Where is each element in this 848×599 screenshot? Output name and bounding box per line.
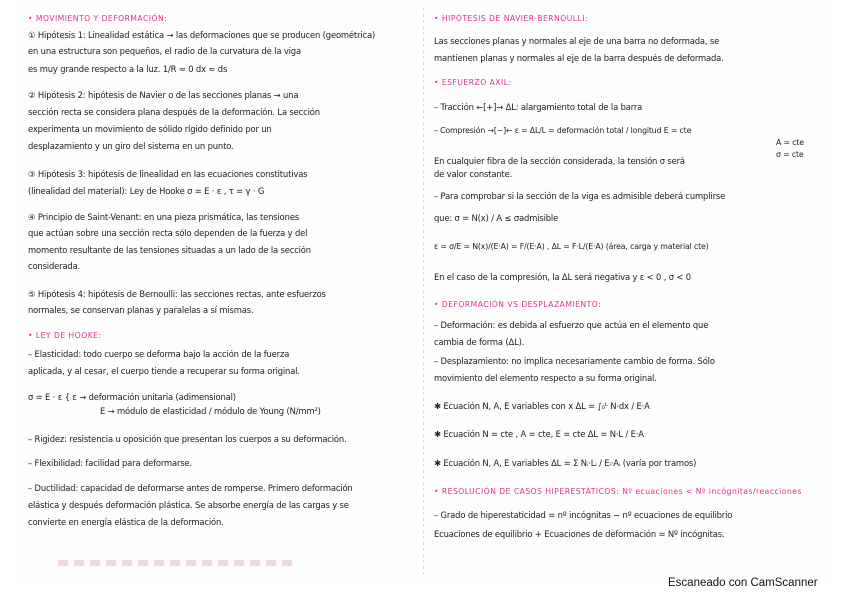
heading-movimiento: • MOVIMIENTO Y DEFORMACIÓN:	[28, 14, 168, 23]
note-line: desplazamiento y un giro del sistema en un punto.	[28, 141, 234, 151]
scanned-notes-page	[18, 6, 830, 578]
note-line: que: σ = N(x) / A ≤ σadmisible	[434, 213, 559, 223]
note-line: ③ Hipótesis 3: hipótesis de linealidad en las ecuaciones constitutivas	[28, 169, 308, 179]
note-line: movimiento del elemento respecto a su forma original.	[434, 373, 657, 383]
note-line: normales, se conservan planas y paralelas a sí mismas.	[28, 305, 254, 315]
heading-esfuerzo-axil: • ESFUERZO AXIL:	[434, 78, 512, 87]
note-line: cambia de forma (ΔL).	[434, 337, 525, 347]
note-line: ✱ Ecuación N, A, E variables ΔL = Σ Nᵢ·Lᵢ / Eᵢ·Aᵢ (varía por tramos)	[434, 458, 697, 468]
note-line: es muy grande respecto a la luz. 1/R ≈ 0 dx ≈ ds	[28, 64, 228, 74]
note-line: – Desplazamiento: no implica necesariamente cambio de forma. Sólo	[434, 356, 715, 366]
note-line: ε = σ/E = N(x)/(E·A) = F/(E·A) , ΔL = F·L/(E·A) (área, carga y material cte)	[434, 242, 709, 251]
note-line: En el caso de la compresión, la ΔL será negativa y ε < 0 , σ < 0	[434, 272, 691, 282]
note-line: ② Hipótesis 2: hipótesis de Navier o de las secciones planas → una	[28, 90, 299, 100]
note-line: E → módulo de elasticidad / módulo de Young (N/mm²)	[100, 406, 321, 416]
note-line: Las secciones planas y normales al eje de una barra no deformada, se	[434, 36, 720, 46]
note-line: σ = cte	[776, 150, 804, 159]
note-line: ✱ Ecuación N = cte , A = cte, E = cte ΔL = N·L / E·A	[434, 429, 644, 439]
note-line: En cualquier fibra de la sección considerada, la tensión σ será	[434, 156, 685, 166]
note-line: mantienen planas y normales al eje de la barra después de deformada.	[434, 53, 724, 63]
note-line: elástica y después deformación plástica. Se absorbe energía de las cargas y se	[28, 500, 349, 510]
heading-casos-hiperestaticos: • RESOLUCIÓN DE CASOS HIPERESTÁTICOS: Nº ecuaciones < Nº incógnitas/reacciones	[434, 487, 802, 496]
note-line: ⑤ Hipótesis 4: hipótesis de Bernoulli: las secciones rectas, ante esfuerzos	[28, 289, 326, 299]
note-line: convierte en energía elástica de la deformación.	[28, 517, 224, 527]
note-line: Ecuaciones de equilibrio + Ecuaciones de deformación = Nº incógnitas.	[434, 529, 725, 539]
note-line: ✱ Ecuación N, A, E variables con x ΔL = ∫₀ᴸ N·dx / E·A	[434, 401, 650, 411]
note-line: – Compresión →[−]← ε = ΔL/L = deformación total / longitud E = cte	[434, 126, 692, 135]
note-line: – Rigidez: resistencia u oposición que presentan los cuerpos a su deformación.	[28, 434, 347, 444]
note-line: aplicada, y al cesar, el cuerpo tiende a recuperar su forma original.	[28, 366, 300, 376]
heading-deformacion-desplazamiento: • DEFORMACIÓN VS DESPLAZAMIENTO:	[434, 300, 602, 309]
note-line: experimenta un movimiento de sólido rígido definido por un	[28, 124, 272, 134]
note-line: – Para comprobar si la sección de la viga es admisible deberá cumplirse	[434, 191, 726, 201]
note-line: considerada.	[28, 261, 81, 271]
note-line: de valor constante.	[434, 169, 513, 179]
note-line: – Elasticidad: todo cuerpo se deforma bajo la acción de la fuerza	[28, 349, 290, 359]
note-line: – Deformación: es debida al esfuerzo que actúa en el elemento que	[434, 320, 709, 330]
note-line: σ = E · ε { ε → deformación unitaria (adimensional)	[28, 392, 236, 402]
note-line: – Flexibilidad: facilidad para deformarse.	[28, 458, 193, 468]
note-line: momento resultante de las tensiones situadas a un lado de la sección	[28, 245, 311, 255]
faded-bottom-marks	[58, 560, 298, 566]
note-line: en una estructura son pequeños, el radio de la curvatura de la viga	[28, 46, 301, 56]
note-line: A = cte	[776, 138, 804, 147]
note-line: – Ductilidad: capacidad de deformarse antes de romperse. Primero deformación	[28, 483, 353, 493]
note-line: (linealidad del material): Ley de Hooke σ = E · ε , τ = γ · G	[28, 186, 265, 196]
note-line: ① Hipótesis 1: Linealidad estática → las deformaciones que se producen (geométrica)	[28, 30, 376, 40]
note-line: – Grado de hiperestaticidad = nº incógnitas − nº ecuaciones de equilibrio	[434, 510, 733, 520]
heading-navier-bernoulli: • HIPÓTESIS DE NAVIER-BERNOULLI:	[434, 14, 589, 23]
note-line: – Tracción ←[+]→ ΔL: alargamiento total de la barra	[434, 102, 643, 112]
note-line: ④ Principio de Saint-Venant: en una pieza prismática, las tensiones	[28, 212, 300, 222]
note-line: que actúan sobre una sección recta sólo dependen de la fuerza y del	[28, 228, 308, 238]
page-fold-divider	[423, 8, 424, 574]
scanner-watermark: Escaneado con CamScanner	[668, 577, 818, 589]
note-line: sección recta se considera plana después de la deformación. La sección	[28, 107, 320, 117]
heading-ley-hooke: • LEY DE HOOKE:	[28, 331, 102, 340]
